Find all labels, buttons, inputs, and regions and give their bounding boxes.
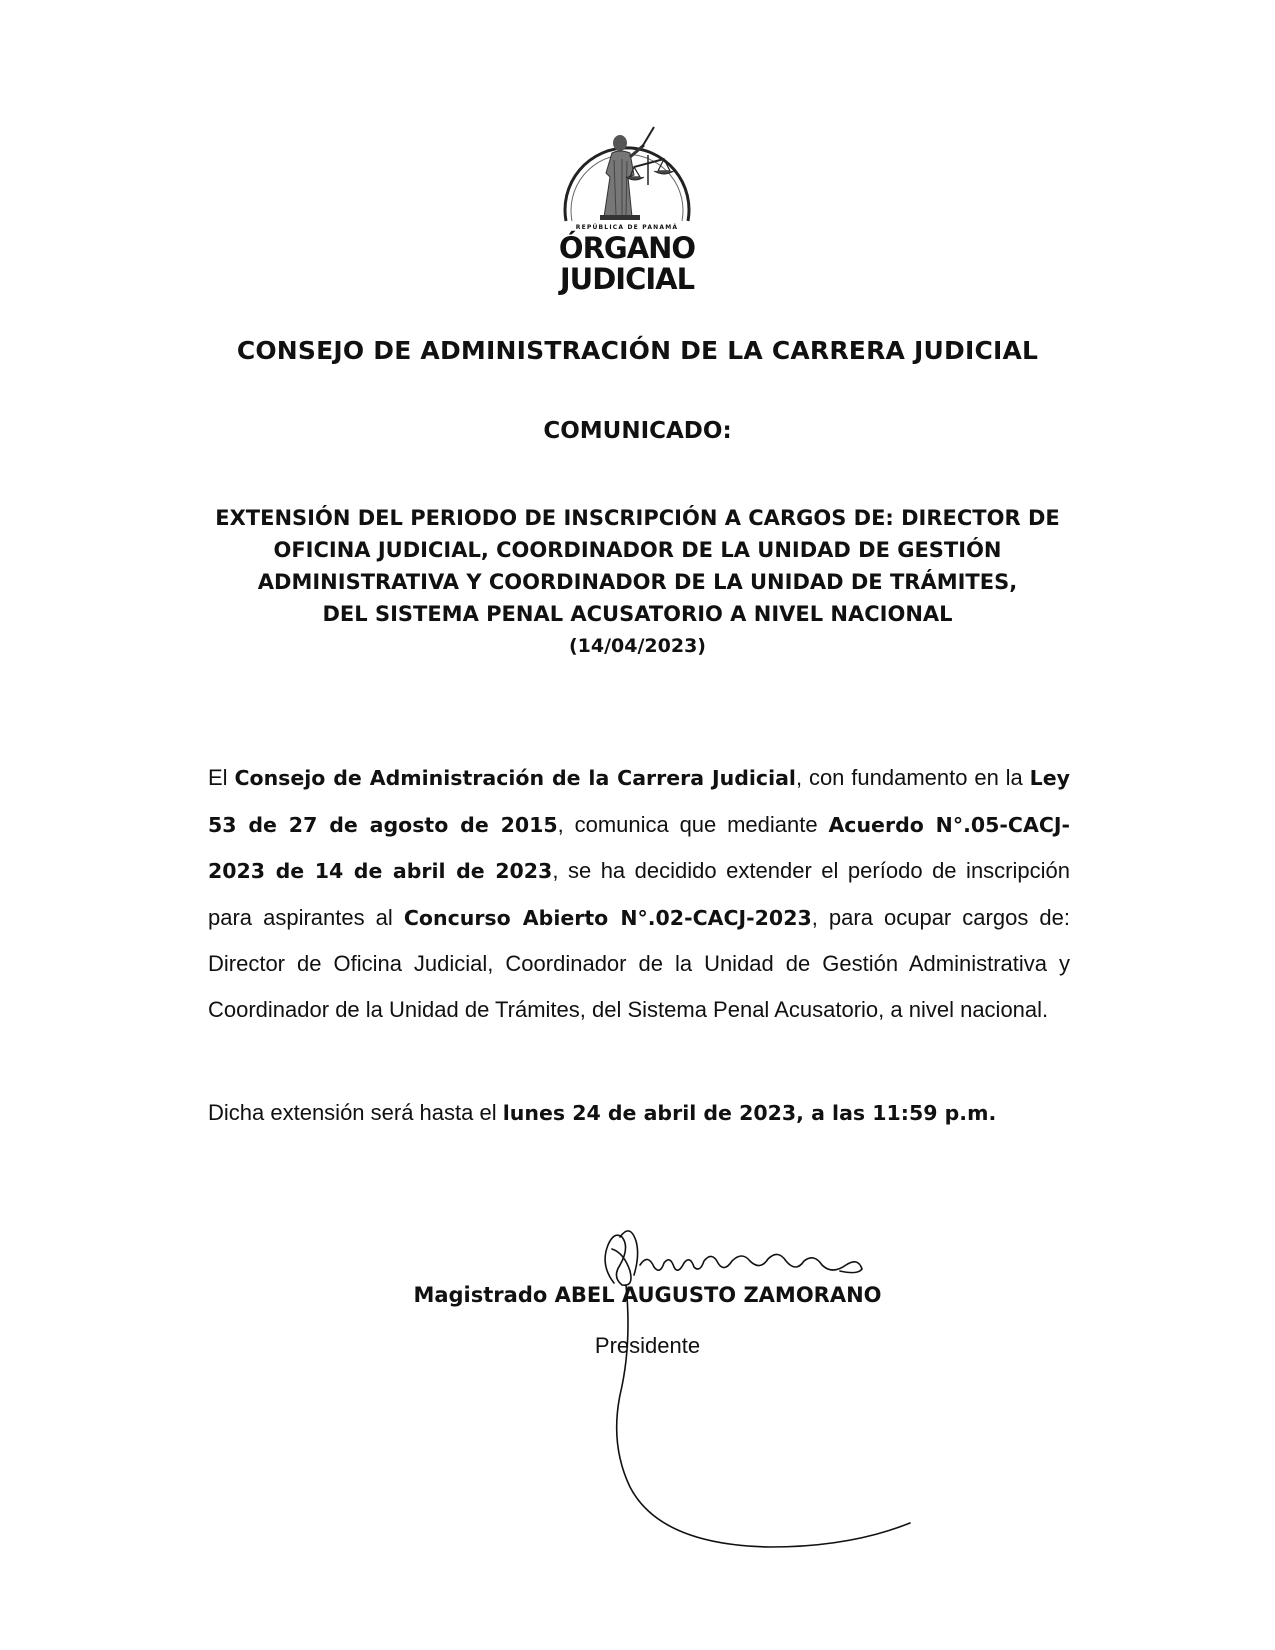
body-text: , con fundamento en la: [795, 765, 1030, 790]
extension-deadline: lunes 24 de abril de 2023, a las 11:59 p.m.: [502, 1101, 997, 1125]
body-bold: Ley 53 de 27 de agosto de 2015: [208, 766, 1070, 837]
body-bold: Concurso Abierto N°.02-CACJ-2023: [403, 905, 812, 930]
body-bold: Consejo de Administración de la Carrera Judicial: [234, 766, 796, 790]
lady-justice-seal-icon: [552, 115, 702, 227]
subject-heading: [150, 502, 1125, 662]
republic-label: REPÚBLICA DE PANAMÁ: [575, 224, 679, 231]
logo-text-organo: ÓRGANO: [558, 231, 696, 265]
subject-line: EXTENSIÓN DEL PERIODO DE INSCRIPCIÓN A CARGOS DE: DIRECTOR DE: [215, 506, 1060, 530]
signer-role: Presidente: [594, 1333, 701, 1358]
body-text: , para ocupar cargos de: Director de Oficina Judicial, Coordinador de la Unidad de Gestión Administrativa y Coordinador de la Unidad de Trámites, del Sistema Penal Acusatorio, a nivel nacional.: [208, 904, 1070, 1022]
organo-judicial-logo: [552, 115, 702, 300]
subject-date: (14/04/2023): [568, 635, 706, 657]
subject-line: DEL SISTEMA PENAL ACUSATORIO A NIVEL NACIONAL: [322, 602, 953, 626]
council-heading: CONSEJO DE ADMINISTRACIÓN DE LA CARRERA JUDICIAL: [236, 336, 1039, 365]
body-paragraph: [208, 755, 1070, 1032]
body-bold: Acuerdo N°.05-CACJ-2023 de 14 de abril de 2023: [208, 812, 1070, 883]
extension-paragraph: [208, 1100, 1108, 1126]
body-text: El: [208, 765, 235, 790]
subject-line: OFICINA JUDICIAL, COORDINADOR DE LA UNIDAD DE GESTIÓN: [273, 538, 1002, 562]
extension-text: Dicha extensión será hasta el: [208, 1100, 503, 1125]
handwritten-signature-icon: [600, 1225, 960, 1555]
subject-line: ADMINISTRATIVA Y COORDINADOR DE LA UNIDAD DE TRÁMITES,: [257, 570, 1018, 594]
body-text: , se ha decidido extender el período de inscripción para aspirantes al: [208, 858, 1070, 930]
body-text: , comunica que mediante: [557, 811, 829, 837]
signer-name: Magistrado ABEL AUGUSTO ZAMORANO: [413, 1283, 882, 1307]
logo-text-judicial: JUDICIAL: [559, 262, 695, 296]
notice-heading: COMUNICADO:: [543, 418, 732, 444]
